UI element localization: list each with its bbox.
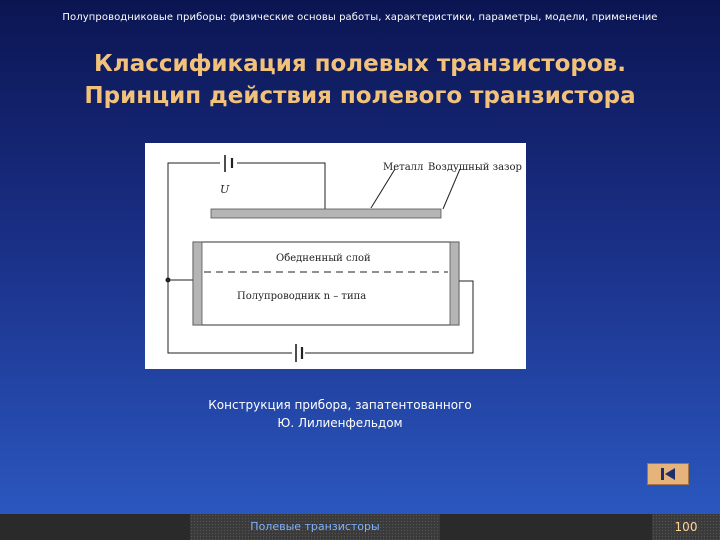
leader-line-air-gap bbox=[443, 169, 460, 209]
drain-contact bbox=[450, 242, 459, 325]
figure-caption-line-1: Конструкция прибора, запатентованного bbox=[208, 398, 472, 412]
metal-label: Металл bbox=[383, 162, 424, 173]
page-number: 100 bbox=[652, 514, 720, 540]
leader-line-metal bbox=[371, 169, 395, 208]
footer-title: Полевые транзисторы bbox=[190, 514, 440, 540]
circuit-junction-dot bbox=[166, 278, 171, 283]
figure-caption-line-2: Ю. Лилиенфельдом bbox=[277, 416, 403, 430]
slide-footer bbox=[0, 514, 720, 540]
transistor-diagram-svg bbox=[145, 143, 526, 369]
voltage-label: U bbox=[220, 183, 230, 196]
slide-title-line-2: Принцип действия полевого транзистора bbox=[84, 83, 636, 109]
metal-gate-plate bbox=[211, 209, 441, 218]
first-slide-button[interactable] bbox=[647, 463, 689, 485]
air-gap-label: Воздушный зазор bbox=[428, 162, 522, 173]
slide-title bbox=[0, 48, 720, 112]
slide-title-line-1: Классификация полевых транзисторов. bbox=[94, 51, 626, 77]
slide-header: Полупроводниковые приборы: физические основы работы, характеристики, параметры, модели, применение bbox=[62, 12, 658, 23]
circuit-wire-top-right bbox=[237, 163, 325, 209]
transistor-diagram bbox=[145, 143, 526, 369]
semiconductor-label: Полупроводник n – типа bbox=[237, 291, 367, 302]
depletion-layer-label: Обедненный слой bbox=[276, 253, 371, 264]
first-slide-icon bbox=[658, 467, 678, 481]
figure-caption bbox=[150, 396, 530, 432]
source-contact bbox=[193, 242, 202, 325]
